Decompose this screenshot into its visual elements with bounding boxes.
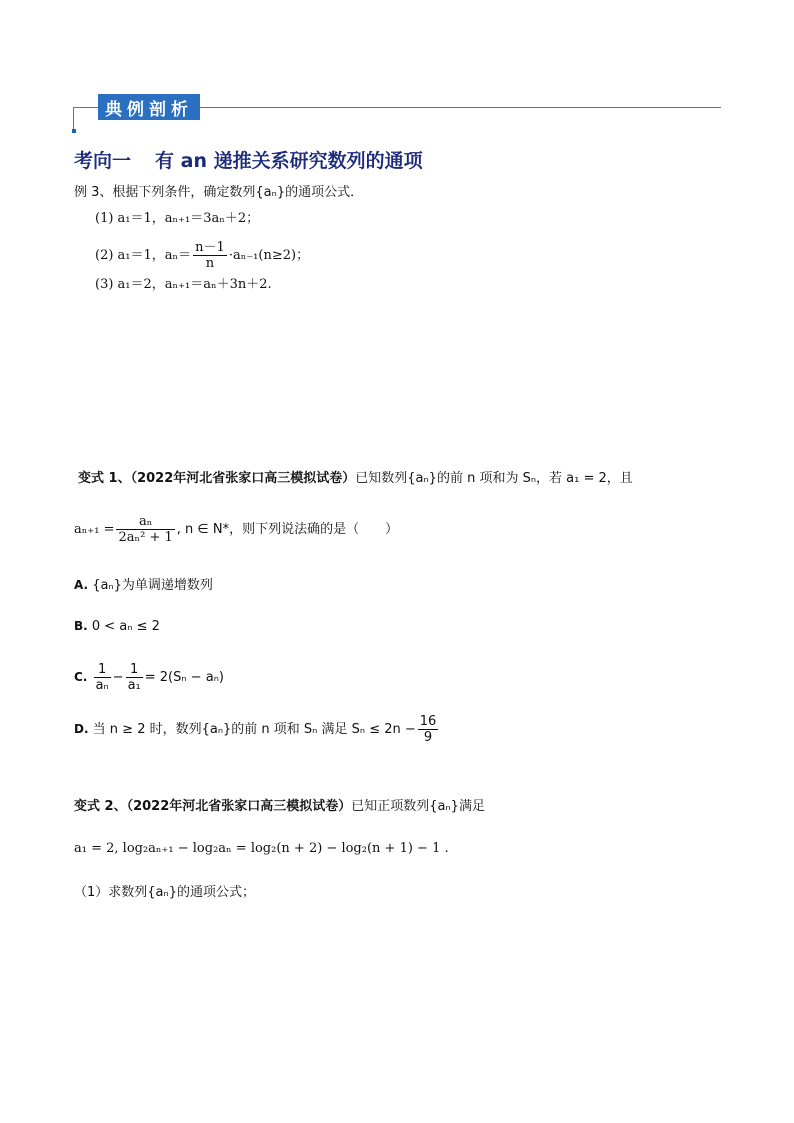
variant1-formula: aₙ₊₁ = $\frac{\text{aₙ}}{\text{2aₙ² + 1}}$ , n ∈ N*，则下列说法确的是（ ）	[74, 514, 399, 545]
example3-item-3: (3) a₁＝2，aₙ₊₁＝aₙ＋3n＋2.	[95, 277, 272, 292]
variant1-fraction: $\frac{\text{aₙ}}{\text{2aₙ² + 1}}$	[118, 514, 173, 545]
example3-item-1: (1) a₁＝1，aₙ₊₁＝3aₙ＋2；	[95, 211, 260, 226]
variant1-text: 已知数列{aₙ}的前 n 项和为 Sₙ，若 a₁ = 2，且	[355, 471, 633, 486]
option-b: B. 0 < aₙ ≤ 2	[74, 619, 160, 634]
variant2-question-1: （1）求数列{aₙ}的通项公式；	[74, 885, 255, 900]
variant2-lead: 变式 2、	[74, 799, 127, 814]
variant2-source: （2022年河北省张家口高三模拟试卷）	[126, 799, 352, 814]
section-prefix: 考向一	[74, 150, 132, 172]
variant2-text: 已知正项数列{aₙ}满足	[351, 799, 485, 814]
variant1-stem	[78, 470, 633, 488]
example3-item-2: (2) a₁＝1，aₙ＝ $\frac{n-1}{n}$ ·aₙ₋₁(n≥2)；	[95, 240, 310, 271]
banner-label: 典例剖析	[98, 94, 200, 120]
example3-fraction: $\frac{n-1}{n}$	[195, 240, 225, 271]
example3-intro: 例 3、根据下列条件，确定数列{aₙ}的通项公式．	[74, 185, 364, 200]
banner-left-rule	[73, 107, 74, 131]
option-a: A. {aₙ}为单调递增数列	[74, 578, 213, 593]
variant1-lead: 变式 1、	[78, 471, 131, 486]
variant1-source: （2022年河北省张家口高三模拟试卷）	[130, 471, 356, 486]
section-title	[74, 146, 423, 173]
option-d: D. 当 n ≥ 2 时，数列{aₙ}的前 n 项和 Sₙ 满足 Sₙ ≤ 2n − $\frac{16}{9}$	[74, 714, 437, 745]
banner-dot	[72, 129, 76, 133]
section-heading: 有 an 递推关系研究数列的通项	[155, 150, 423, 172]
option-c: C. $\frac{1}{\text{aₙ}}$ − $\frac{1}{\text{a₁}}$ = 2(Sₙ − aₙ)	[74, 662, 224, 693]
variant2-stem	[74, 798, 485, 816]
variant2-formula: a₁ = 2, log₂aₙ₊₁ − log₂aₙ = log₂(n + 2) − log₂(n + 1) − 1 .	[74, 841, 449, 856]
